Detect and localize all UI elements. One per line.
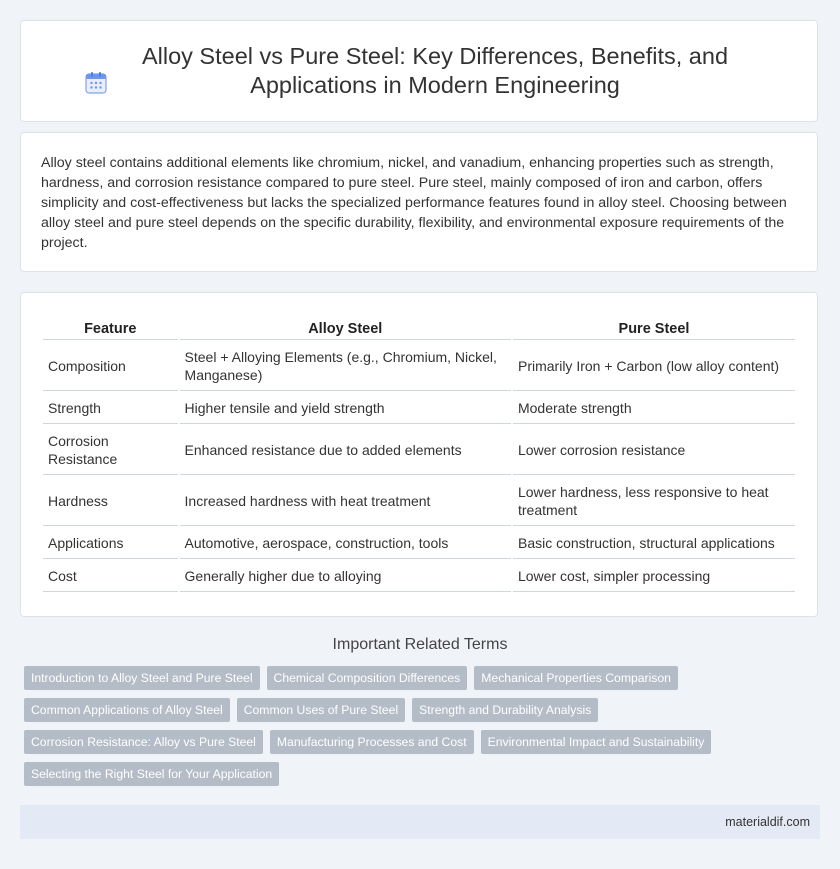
- page-title: Alloy Steel vs Pure Steel: Key Differences, Benefits, and Applications in Modern Engineering: [141, 43, 729, 98]
- table-row: [43, 342, 795, 391]
- cell-feature: Corrosion Resistance: [43, 426, 178, 475]
- cell-feature: Composition: [43, 342, 178, 391]
- table-header-row: [43, 317, 795, 340]
- table-row: [43, 426, 795, 475]
- cell-alloy: Steel + Alloying Elements (e.g., Chromium, Nickel, Manganese): [180, 342, 511, 391]
- cell-pure: Lower cost, simpler processing: [513, 561, 795, 592]
- table-row: [43, 528, 795, 559]
- header-feature: Feature: [43, 317, 178, 340]
- header-pure-steel: Pure Steel: [513, 317, 795, 340]
- cell-pure: Primarily Iron + Carbon (low alloy content): [513, 342, 795, 391]
- cell-feature: Strength: [43, 393, 178, 424]
- cell-pure: Lower hardness, less responsive to heat treatment: [513, 477, 795, 526]
- tag-link[interactable]: Common Applications of Alloy Steel: [24, 698, 230, 722]
- header-alloy-steel: Alloy Steel: [180, 317, 511, 340]
- table-row: [43, 477, 795, 526]
- cell-alloy: Generally higher due to alloying: [180, 561, 511, 592]
- cell-pure: Basic construction, structural applications: [513, 528, 795, 559]
- related-terms-title: Important Related Terms: [332, 636, 508, 653]
- related-terms-section: [20, 636, 820, 794]
- header-card: [20, 20, 818, 122]
- tag-link[interactable]: Introduction to Alloy Steel and Pure Steel: [24, 666, 260, 690]
- tag-link[interactable]: Common Uses of Pure Steel: [237, 698, 405, 722]
- cell-alloy: Higher tensile and yield strength: [180, 393, 511, 424]
- cell-feature: Cost: [43, 561, 178, 592]
- cell-feature: Hardness: [43, 477, 178, 526]
- table-row: [43, 561, 795, 592]
- cell-alloy: Enhanced resistance due to added elements: [180, 426, 511, 475]
- calendar-icon: [83, 70, 109, 96]
- tag-link[interactable]: Mechanical Properties Comparison: [474, 666, 678, 690]
- related-terms-tags: [20, 666, 820, 794]
- footer-site-link[interactable]: materialdif.com: [725, 815, 810, 829]
- tag-link[interactable]: Selecting the Right Steel for Your Application: [24, 762, 279, 786]
- cell-pure: Moderate strength: [513, 393, 795, 424]
- title-wrap: [69, 42, 769, 100]
- tag-link[interactable]: Manufacturing Processes and Cost: [270, 730, 474, 754]
- comparison-table-card: [20, 292, 818, 617]
- footer: [20, 805, 820, 839]
- tag-link[interactable]: Corrosion Resistance: Alloy vs Pure Steel: [24, 730, 263, 754]
- cell-pure: Lower corrosion resistance: [513, 426, 795, 475]
- comparison-table: [41, 315, 797, 594]
- tag-link[interactable]: Strength and Durability Analysis: [412, 698, 598, 722]
- cell-feature: Applications: [43, 528, 178, 559]
- cell-alloy: Increased hardness with heat treatment: [180, 477, 511, 526]
- intro-card: [20, 132, 818, 272]
- tag-link[interactable]: Environmental Impact and Sustainability: [481, 730, 712, 754]
- table-row: [43, 393, 795, 424]
- cell-alloy: Automotive, aerospace, construction, tools: [180, 528, 511, 559]
- intro-paragraph: Alloy steel contains additional elements like chromium, nickel, and vanadium, enhancing properties such as strength, hardness, and corrosion resistance compared to pure steel. Pure steel, mainly composed of iron and carbon, offers simplicity and cost-effectiveness but lacks the specialized performance features found in alloy steel. Choosing between alloy steel and pure steel depends on the specific durability, flexibility, and environmental exposure requirements of the project.: [41, 155, 787, 251]
- tag-link[interactable]: Chemical Composition Differences: [267, 666, 468, 690]
